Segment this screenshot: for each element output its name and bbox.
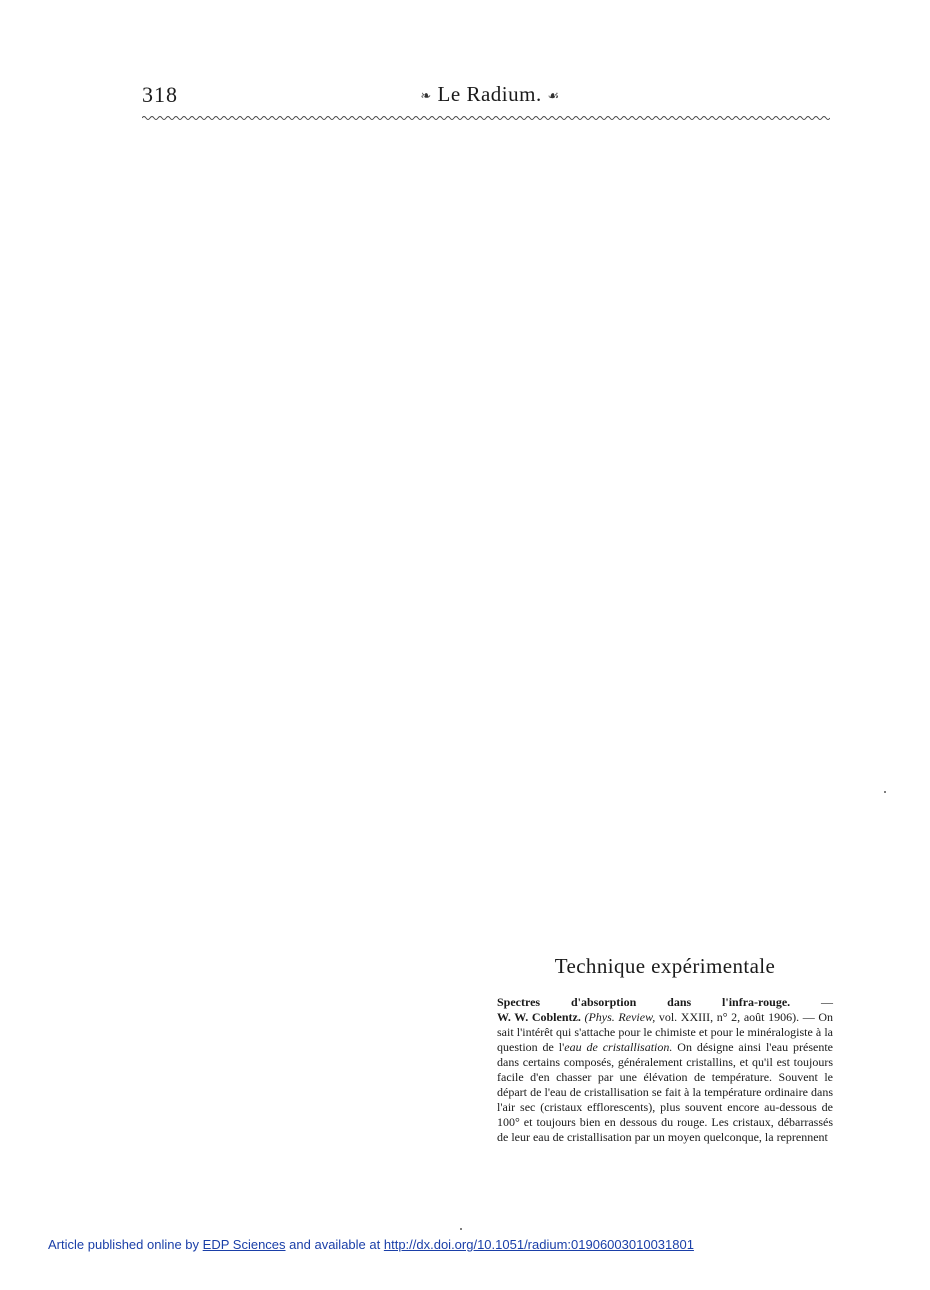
footer-prefix: Article published online by: [48, 1237, 200, 1252]
citation-journal: (Phys. Review,: [584, 1010, 656, 1024]
article-headline: [497, 995, 833, 1010]
footer: [48, 1237, 694, 1252]
article-lead-dash: —: [790, 995, 834, 1009]
page-number: 318: [142, 82, 178, 107]
publisher-link[interactable]: EDP Sciences: [202, 1237, 286, 1252]
fleuron-left-icon: ❧: [420, 88, 432, 104]
article-lead-title: Spectres d'absorption dans l'infra-rouge.: [497, 995, 791, 1009]
article-term: eau de cristallisation.: [564, 1040, 673, 1054]
section-title: Technique expérimentale: [554, 954, 776, 978]
citation-details: vol. XXIII, n° 2, août 1906).: [658, 1010, 800, 1024]
scan-speck: [884, 791, 886, 793]
article-body-part-1: — On sait l'intérêt qui s'attache pour le chimiste et pour le minéralogiste à la question de l': [497, 1010, 834, 1054]
scan-speck: [460, 1228, 462, 1230]
running-head: [380, 82, 600, 107]
fleuron-right-icon: ☙: [547, 88, 560, 104]
article-body: [497, 995, 833, 1145]
running-title: Le Radium.: [437, 82, 542, 106]
article-body-part-2: On désigne ainsi l'eau présente dans certains composés, généralement cristallins, et qu'il est toujours facile d'en chasser par une élévation de température. Souvent le départ de l'eau de cristallisation se fait à la température ordinaire dans l'air sec (cristaux efflorescents), plus souvent encore au-dessous de 100° et toujours bien en dessous du rouge. Les cristaux, débarrassés de leur eau de cristallisation par un moyen quelconque, la reprennent: [497, 1040, 833, 1144]
doi-link[interactable]: http://dx.doi.org/10.1051/radium:01906003010031801: [383, 1237, 694, 1252]
article-author: W. W. Coblentz.: [497, 1010, 581, 1024]
ornamental-rule: [142, 114, 830, 122]
footer-middle: and available at: [289, 1237, 381, 1252]
